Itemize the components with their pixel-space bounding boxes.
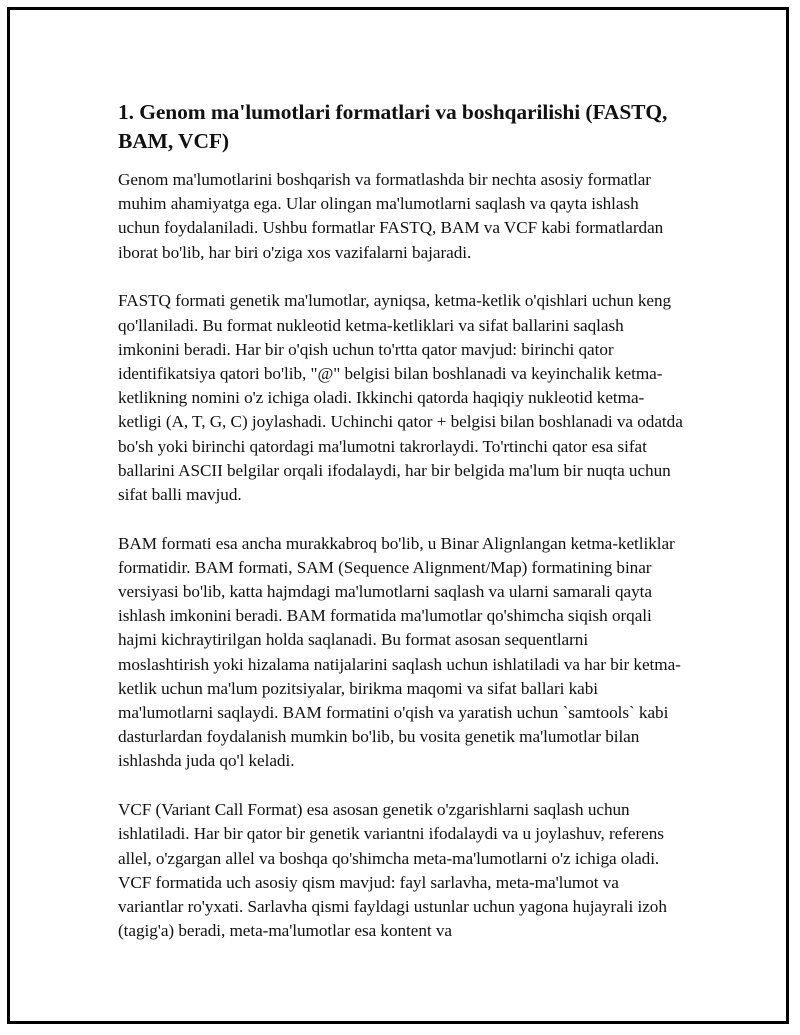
document-body: [118, 98, 683, 968]
paragraph-fastq: FASTQ formati genetik ma'lumotlar, ayniqsa, ketma-ketlik o'qishlari uchun keng qo'llaniladi. Bu format nukleotid ketma-ketliklari va sifat ballarini saqlash imkonini beradi. Har bir o'qish uchun to'rtta qator mavjud: birinchi qator identifikatsiya qatori bo'lib, "@" belgisi bilan boshlanadi va keyinchalik ketma-ketlikning nomini o'z ichiga oladi. Ikkinchi qatorda haqiqiy nukleotid ketma-ketligi (A, T, G, C) joylashadi. Uchinchi qator + belgisi bilan boshlanadi va odatda bo'sh yoki birinchi qatordagi ma'lumotni takrorlaydi. To'rtinchi qator esa sifat ballarini ASCII belgilar orqali ifodalaydi, har bir belgida ma'lum bir nuqta uchun sifat balli mavjud.: [118, 291, 683, 504]
paragraph-bam: BAM formati esa ancha murakkabroq bo'lib, u Binar Alignlangan ketma-ketliklar formatidir. BAM formati, SAM (Sequence Alignment/Map) formatining binar versiyasi bo'lib, katta hajmdagi ma'lumotlarni saqlash va ularni samarali qayta ishlash imkonini beradi. BAM formatida ma'lumotlar qo'shimcha siqish orqali hajmi kichraytirilgan holda saqlanadi. Bu format asosan sequentlarni moslashtirish yoki hizalama natijalarini saqlash uchun ishlatiladi va har bir ketma-ketlik uchun ma'lum pozitsiyalar, birikma maqomi va sifat ballari kabi ma'lumotlarni saqlaydi. BAM formatini o'qish va yaratish uchun `samtools` kabi dasturlardan foydalanish mumkin bo'lib, bu vosita genetik ma'lumotlar bilan ishlashda juda qo'l keladi.: [118, 533, 681, 771]
paragraph-vcf: VCF (Variant Call Format) esa asosan genetik o'zgarishlarni saqlash uchun ishlatiladi. Har bir qator bir genetik variantni ifodalaydi va u joylashuv, referens allel, o'zgargan allel va boshqa qo'shimcha meta-ma'lumotlarni o'z ichiga oladi. VCF formatida uch asosiy qism mavjud: fayl sarlavha, meta-ma'lumot va variantlar ro'yxati. Sarlavha qismi fayldagi ustunlar uchun yagona hujayrali izoh (tagig'a) beradi, meta-ma'lumotlar esa kontent va: [118, 800, 667, 941]
section-heading: 1. Genom ma'lumotlari formatlari va boshqarilishi (FASTQ, BAM, VCF): [118, 100, 668, 153]
document-page: [7, 7, 789, 1024]
paragraph-intro: Genom ma'lumotlarini boshqarish va formatlashda bir nechta asosiy formatlar muhim ahamiyatga ega. Ular olingan ma'lumotlarni saqlash va qayta ishlash uchun foydalaniladi. Ushbu formatlar FASTQ, BAM va VCF kabi formatlardan iborat bo'lib, har biri o'ziga xos vazifalarni bajaradi.: [118, 170, 664, 262]
